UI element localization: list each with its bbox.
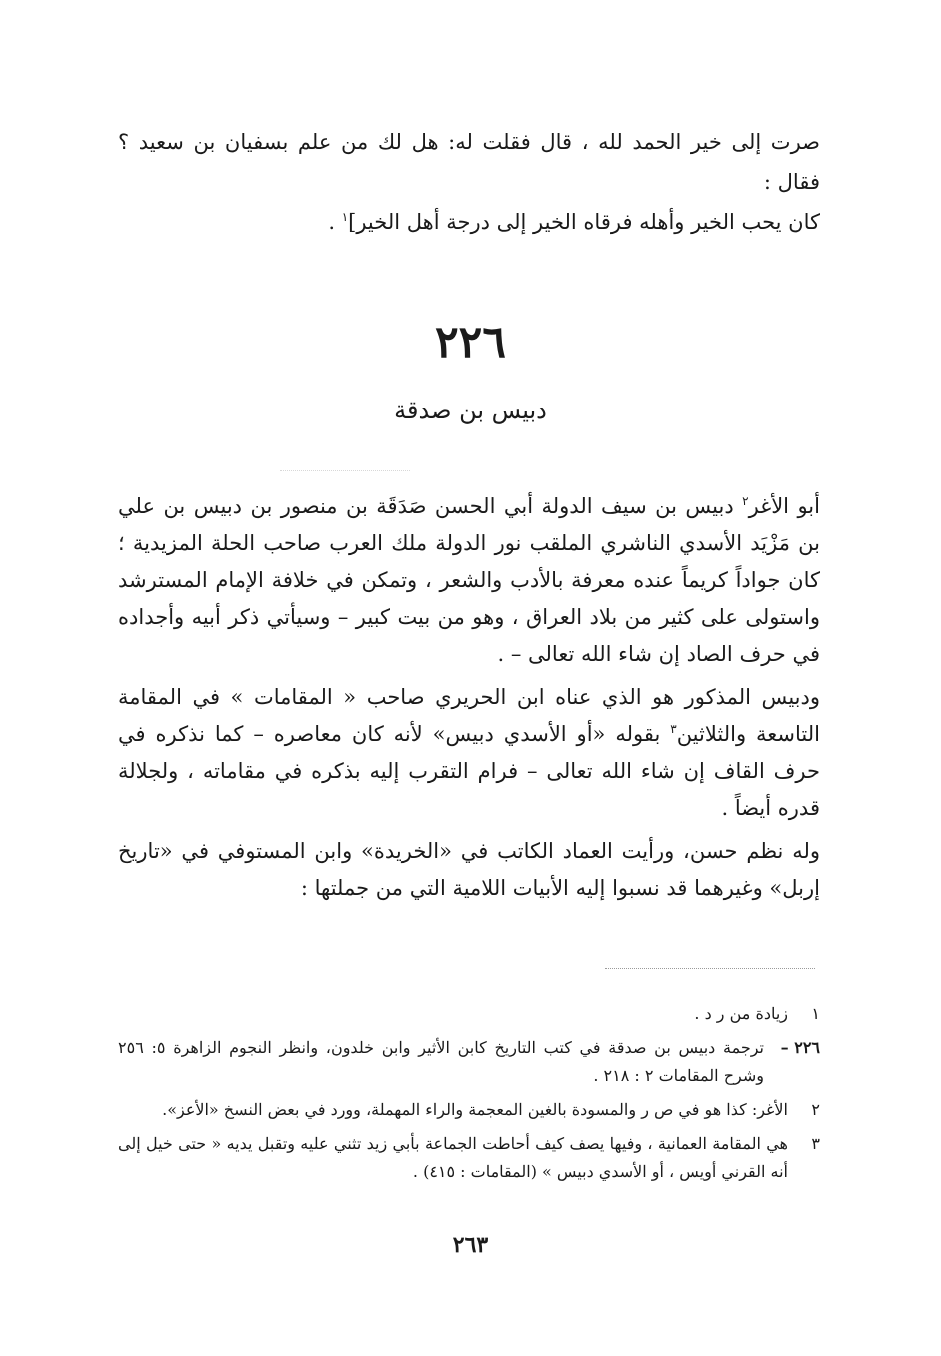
- footnotes: [118, 1000, 820, 1192]
- opening-line-2-text: كان يحب الخير وأهله فرقاه الخير إلى درجة أهل الخير]: [348, 210, 820, 234]
- footnote-ref-2: ٢: [742, 494, 749, 508]
- footnote: [118, 1034, 820, 1090]
- paragraph-2-rest: بقوله «أو الأسدي دبيس» لأنه كان معاصره – كما نذكره في حرف القاف إن شاء الله تعالى – فرام التقرب إليه بذكره في مقاماته ، ولجلالة قدره أيضاً .: [118, 722, 820, 820]
- paragraph-1: [118, 488, 820, 673]
- footnote-text: هي المقامة العمانية ، وفيها يصف كيف أحاطت الجماعة بأبي زيد تثني عليه وتقبل يديه « حتى خيل إلى أنه القرني أويس ، أو الأسدي دبيس » (المقامات : ٤١٥) .: [118, 1134, 788, 1181]
- footnote-number: ٢٢٦ –: [780, 1038, 820, 1057]
- opening-text: [118, 122, 820, 242]
- footnote-number: ٣: [811, 1134, 820, 1153]
- opening-line-2-end: .: [328, 210, 342, 234]
- footnote-text: زيادة من ر د .: [694, 1004, 788, 1023]
- footnote-number: ١: [811, 1004, 820, 1023]
- footnote-text: الأغر: كذا هو في ص ر والمسودة بالغين المعجمة والراء المهملة، وورد في بعض النسخ «الأعز».: [162, 1100, 788, 1119]
- paragraph-2: [118, 679, 820, 827]
- footnote: [118, 1000, 820, 1028]
- opening-line-1: صرت إلى خير الحمد لله ، قال فقلت له: هل لك من علم بسفيان بن سعيد ؟ فقال :: [118, 130, 820, 194]
- footnote-ref-1: ١: [341, 210, 349, 224]
- footnote: [118, 1096, 820, 1124]
- page-number: ٢٦٣: [452, 1232, 489, 1258]
- opening-line-2: [118, 202, 820, 242]
- footnote-ref-3: ٣: [670, 722, 677, 736]
- footnote-text: ترجمة دبيس بن صدقة في كتب التاريخ كابن الأثير وابن خلدون، وانظر النجوم الزاهرة ٥: ٢٥٦ وشرح المقامات ٢ : ٢١٨ .: [118, 1038, 765, 1085]
- faint-mark: [280, 470, 410, 471]
- paragraph-2-start: ودبيس المذكور هو الذي عناه ابن الحريري صاحب « المقامات » في المقامة التاسعة والثلاثين: [118, 685, 820, 746]
- biography-text: [118, 488, 820, 913]
- paragraph-3: وله نظم حسن، ورأيت العماد الكاتب في «الخريدة» وابن المستوفي في «تاريخ إربل» وغيرهما قد نسبوا إليه الأبيات اللامية التي من جملتها :: [118, 839, 820, 900]
- paragraph-1-rest: دبيس بن سيف الدولة أبي الحسن صَدَقَة بن منصور بن دبيس بن علي بن مَزْيَد الأسدي الناشري الملقب نور الدولة ملك العرب صاحب الحلة المزيدية ؛ كان جواداً كريماً عنده معرفة بالأدب والشعر ، وتمكن في خلافة الإمام المسترشد واستولى على كثير من بلاد العراق ، وهو من بيت كبير – وسيأتي ذكر أبيه وأجداده في حرف الصاد إن شاء الله تعالى – .: [118, 494, 820, 666]
- entry-number: ٢٢٦: [435, 317, 506, 368]
- footnote-number: ٢: [811, 1100, 820, 1119]
- footnote: [118, 1130, 820, 1186]
- footnote-separator: [605, 968, 815, 969]
- paragraph-1-start: أبو الأغر: [748, 494, 820, 518]
- entry-title: دبيس بن صدقة: [394, 396, 547, 424]
